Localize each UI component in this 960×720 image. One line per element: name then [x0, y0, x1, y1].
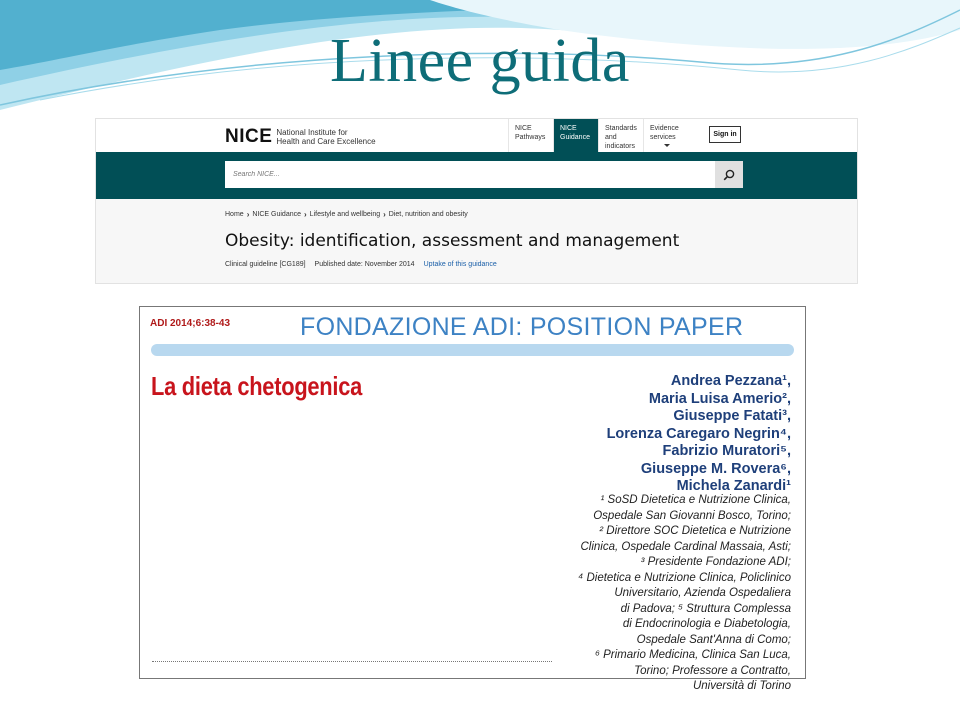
- affiliation-line: Ospedale San Giovanni Bosco, Torino;: [593, 509, 791, 522]
- affiliation-line: di Endocrinologia e Diabetologia,: [622, 618, 791, 630]
- affiliation-line: ¹ SoSD Dietetica e Nutrizione Clinica,: [600, 494, 791, 506]
- affiliation-line: Universitario, Azienda Ospedaliera: [614, 587, 791, 599]
- guideline-meta: [225, 261, 506, 268]
- chevron-right-icon: ›: [383, 210, 386, 219]
- affiliation-line: Clinica, Ospedale Cardinal Massaia, Asti;: [580, 540, 791, 553]
- uptake-link[interactable]: Uptake of this guidance: [423, 261, 497, 268]
- caret-down-icon: [664, 144, 670, 147]
- nice-header: [96, 119, 857, 152]
- breadcrumb-home[interactable]: Home: [225, 211, 244, 218]
- affiliation-line: ² Direttore SOC Dietetica e Nutrizione: [599, 525, 791, 537]
- nav-standards-line1: Standards: [605, 125, 637, 132]
- nav-evidence-line2: services: [650, 134, 676, 141]
- author: Fabrizio Muratori⁵,: [662, 443, 791, 459]
- nice-website-screenshot: [95, 118, 858, 284]
- paper-header: FONDAZIONE ADI: POSITION PAPER: [300, 313, 744, 341]
- breadcrumb: [225, 210, 468, 219]
- author: Maria Luisa Amerio²,: [648, 390, 791, 407]
- breadcrumb-nice-guidance[interactable]: NICE Guidance: [252, 211, 301, 218]
- paper-reference: ADI 2014;6:38-43: [150, 318, 231, 329]
- header-bar: [151, 344, 794, 356]
- cropped-text-line: [152, 661, 552, 664]
- author: Michela Zanardi¹: [676, 478, 791, 494]
- search-icon: [723, 169, 735, 181]
- author-list: [607, 373, 791, 496]
- chevron-right-icon: ›: [246, 210, 250, 219]
- adi-position-paper: [139, 306, 806, 692]
- affiliation-line: Torino; Professore a Contratto,: [634, 664, 791, 677]
- breadcrumb-lifestyle[interactable]: Lifestyle and wellbeing: [309, 211, 381, 218]
- author: Giuseppe M. Rovera⁶,: [640, 460, 791, 477]
- nice-logo-mark: NICE: [225, 126, 273, 147]
- nice-logo[interactable]: [225, 126, 376, 148]
- breadcrumb-diet[interactable]: Diet, nutrition and obesity: [388, 211, 468, 218]
- nav-item-pathways[interactable]: [508, 119, 553, 152]
- nav-pathways-line1: NICE: [515, 125, 532, 132]
- published-date: Published date: November 2014: [314, 261, 415, 268]
- nice-logo-text: [276, 128, 375, 146]
- affiliation-line: ⁴ Dietetica e Nutrizione Clinica, Policlinico: [578, 571, 791, 584]
- page-title: Obesity: identification, assessment and management: [225, 231, 680, 251]
- author: Andrea Pezzana¹,: [670, 373, 791, 389]
- nav-item-standards[interactable]: [598, 119, 643, 152]
- nav-pathways-line2: Pathways: [515, 134, 546, 141]
- nice-nav: [508, 119, 691, 152]
- affiliation-line: ⁶ Primario Medicina, Clinica San Luca,: [595, 649, 791, 661]
- affiliation-line: ³ Presidente Fondazione ADI;: [640, 556, 791, 568]
- author: Lorenza Caregaro Negrin⁴,: [606, 425, 791, 442]
- nav-guidance-line2: Guidance: [560, 134, 590, 141]
- nice-logo-text-line2: Health and Care Excellence: [276, 137, 376, 146]
- nav-evidence-line1: Evidence: [650, 125, 679, 132]
- chevron-right-icon: ›: [304, 210, 307, 219]
- nav-item-guidance[interactable]: [553, 119, 598, 152]
- search-band: [96, 152, 857, 199]
- slide-title: Linee guida: [330, 27, 630, 95]
- affiliation-line: Università di Torino: [692, 680, 791, 692]
- affiliation-line: Ospedale Sant'Anna di Como;: [636, 633, 791, 646]
- search-button[interactable]: [715, 161, 743, 188]
- sign-in-button[interactable]: Sign in: [709, 126, 741, 143]
- nav-item-evidence[interactable]: [643, 119, 691, 152]
- nice-logo-text-line1: National Institute for: [276, 128, 348, 137]
- nav-guidance-line1: NICE: [560, 125, 577, 132]
- author: Giuseppe Fatati³,: [673, 408, 791, 424]
- affiliation-list: [531, 493, 791, 695]
- affiliation-line: di Padova; ⁵ Struttura Complessa: [620, 602, 791, 615]
- search-input[interactable]: [225, 161, 715, 188]
- nav-standards-line2: and indicators: [605, 134, 635, 150]
- paper-title: La dieta chetogenica: [151, 371, 362, 401]
- guideline-type: Clinical guideline [CG189]: [225, 261, 306, 268]
